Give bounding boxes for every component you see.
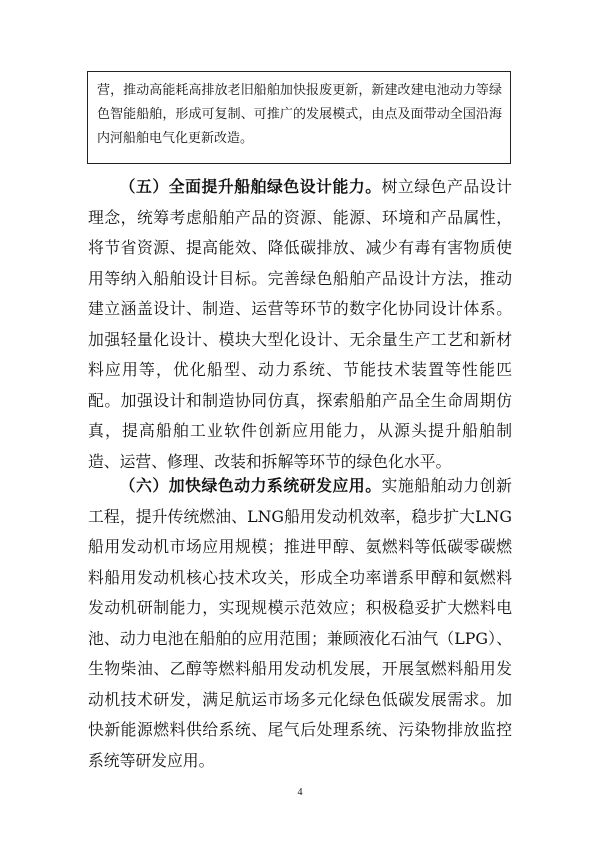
page-number: 4 (297, 787, 303, 798)
section-6-body: 实施船舶动力创新工程，提升传统燃油、LNG船用发动机效率，稳步扩大LNG船用发动机市场应用规模；推进甲醇、氨燃料等低碳零碳燃料船用发动机核心技术攻关，形成全功率谱系甲醇和氨燃料发动机研制能力，实现规模示范效应；积极稳妥扩大燃料电池、动力电池在船舶的应用范围；兼顾液化石油气（LPG）、生物柴油、乙醇等燃料船用发动机发展，开展氢燃料船用发动机技术研发，满足航运市场多元化绿色低碳发展需求。加快新能源燃料供给系统、尾气后处理系统、污染物排放监控系统等研发应用。 (88, 476, 512, 770)
boxed-note-text: 营，推动高能耗高排放老旧船舶加快报废更新，新建改建电池动力等绿色智能船舶，形成可复制、可推广的发展模式，由点及面带动全国沿海内河船舶电气化更新改造。 (97, 83, 502, 146)
section-5-body: 树立绿色产品设计理念，统筹考虑船舶产品的资源、能源、环境和产品属性，将节省资源、提高能效、降低碳排放、减少有毒有害物质使用等纳入船舶设计目标。完善绿色船舶产品设计方法，推动建立涵盖设计、制造、运营等环节的数字化协同设计体系。加强轻量化设计、模块大型化设计、无余量生产工艺和新材料应用等，优化船型、动力系统、节能技术装置等性能匹配。加强设计和制造协同仿真，探索船舶产品全生命周期仿真，提高船舶工业软件创新应用能力，从源头提升船舶制造、运营、修理、改装和拆解等环节的绿色化水平。 (88, 177, 512, 471)
section-5-paragraph (88, 172, 512, 477)
section-5-heading: （五）全面提升船舶绿色设计能力。 (119, 177, 382, 196)
boxed-note (87, 71, 511, 164)
section-6-paragraph (88, 471, 512, 776)
section-6-heading: （六）加快绿色动力系统研发应用。 (119, 476, 382, 495)
